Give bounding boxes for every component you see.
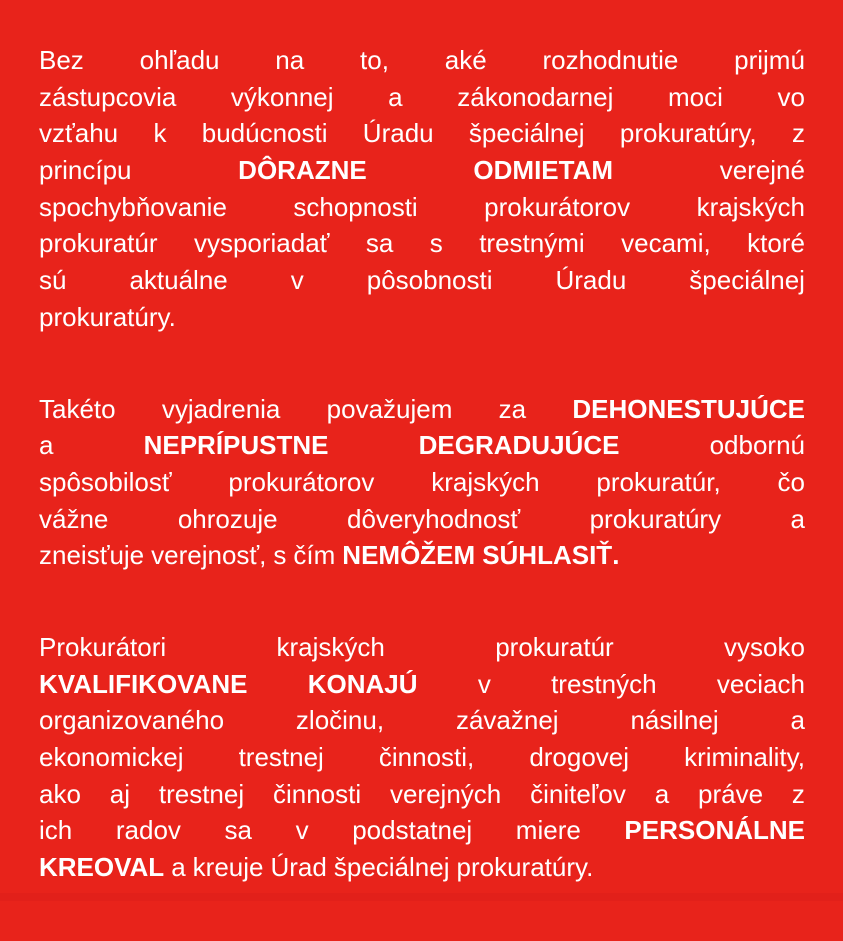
word: v <box>295 815 309 846</box>
text-line <box>39 427 805 464</box>
word: z <box>791 778 805 809</box>
word: trestnej <box>158 778 245 809</box>
word: aké <box>444 45 487 75</box>
word: verejnosť, <box>151 540 267 571</box>
emphasized-word: DEHONESTUJÚCE <box>572 393 805 424</box>
word: kriminality, <box>684 742 805 772</box>
word: vysoko <box>724 631 805 662</box>
word: špeciálnej <box>468 118 585 149</box>
word: zástupcovia <box>39 81 177 112</box>
word: pôsobnosti <box>366 265 493 296</box>
word: prokuratúry <box>589 503 722 534</box>
word: závažnej <box>455 705 559 736</box>
word: prokuratúry. <box>456 852 594 883</box>
text-line <box>39 152 805 189</box>
word: vzťahu <box>39 118 119 149</box>
word: a <box>39 430 54 461</box>
word: v <box>477 668 491 699</box>
statement-paragraph <box>39 42 805 336</box>
statement-paragraph <box>39 629 805 886</box>
word: sa <box>224 815 252 846</box>
word: krajských <box>696 191 805 222</box>
word: Úrad <box>270 852 327 883</box>
word: práve <box>698 778 764 809</box>
text-line <box>39 464 805 501</box>
word: z <box>791 118 805 149</box>
statement-body <box>39 42 805 941</box>
word: krajských <box>431 466 540 497</box>
word: sa <box>365 228 394 259</box>
word: vo <box>777 81 805 112</box>
word: kreuje <box>192 852 264 883</box>
word: veciach <box>716 668 805 699</box>
text-line <box>39 225 805 262</box>
word: zákonodarnej <box>457 81 614 112</box>
emphasized-word: NEPRÍPUSTNE <box>143 430 329 461</box>
word: činnosti <box>272 778 362 809</box>
text-line <box>39 776 805 813</box>
text-line <box>39 262 805 299</box>
word: vecami, <box>621 228 711 259</box>
word: čo <box>777 466 805 497</box>
text-line <box>39 702 805 739</box>
emphasized-word: ODMIETAM <box>473 155 614 186</box>
word: prokuratúry. <box>39 301 176 332</box>
word: prokurátorov <box>228 466 375 497</box>
word: násilnej <box>630 705 719 736</box>
text-line <box>39 849 805 886</box>
word: podstatnej <box>352 815 473 846</box>
text-line <box>39 629 805 666</box>
word: špeciálnej <box>689 265 805 296</box>
word: Prokurátori <box>39 631 167 662</box>
word: trestných <box>551 668 657 699</box>
word: budúcnosti <box>201 118 328 149</box>
word: ohrozuje <box>177 503 278 534</box>
word: zneisťuje <box>39 540 145 571</box>
text-line <box>39 189 805 226</box>
bottom-edge <box>0 893 843 901</box>
emphasized-word: DÔRAZNE <box>238 155 367 186</box>
word: trestnej <box>238 742 324 772</box>
word: schopnosti <box>293 191 418 222</box>
word: v <box>290 265 304 296</box>
emphasized-word: DEGRADUJÚCE <box>418 430 620 461</box>
word: odbornú <box>709 430 805 461</box>
word: trestnými <box>479 228 585 259</box>
word: a <box>790 503 805 534</box>
word: drogovej <box>529 742 630 772</box>
word: s <box>429 228 443 259</box>
emphasized-word: KONAJÚ <box>307 668 418 699</box>
text-line <box>39 666 805 703</box>
text-line <box>39 739 805 776</box>
word: za <box>498 393 527 424</box>
word: prokuratúr <box>495 631 614 662</box>
word: spôsobilosť <box>39 466 172 497</box>
word: prokuratúr, <box>596 466 721 497</box>
word: ekonomickej <box>39 742 184 772</box>
word: spochybňovanie <box>39 191 227 222</box>
text-line <box>39 79 805 116</box>
word: a <box>654 778 670 809</box>
text-line <box>39 299 805 336</box>
word: k <box>153 118 167 149</box>
word: ktoré <box>747 228 805 259</box>
statement-paragraph <box>39 391 805 574</box>
text-line <box>39 812 805 849</box>
word: s <box>273 540 287 571</box>
word: ich <box>39 815 73 846</box>
word: organizovaného <box>39 705 225 736</box>
word: považujem <box>326 393 453 424</box>
word: špeciálnej <box>333 852 450 883</box>
word: vysporiadať <box>193 228 330 259</box>
word: prijmú <box>734 45 805 75</box>
word: čím <box>293 540 336 571</box>
word: a <box>388 81 403 112</box>
text-line <box>39 501 805 538</box>
word: vážne <box>39 503 109 534</box>
text-line <box>39 115 805 152</box>
emphasized-word: SÚHLASIŤ. <box>482 540 620 571</box>
word: to, <box>360 45 389 75</box>
word: a <box>790 705 805 736</box>
word: Bez <box>39 45 84 75</box>
word: Takéto <box>39 393 116 424</box>
word: krajských <box>276 631 385 662</box>
word: verejné <box>719 155 805 186</box>
word: aktuálne <box>129 265 228 296</box>
word: prokuratúr <box>39 228 158 259</box>
word: sú <box>39 265 67 296</box>
emphasized-word: NEMÔŽEM <box>342 540 476 571</box>
word: výkonnej <box>230 81 334 112</box>
word: Úradu <box>362 118 434 149</box>
word: ako <box>39 778 81 809</box>
word: činnosti, <box>378 742 475 772</box>
word: prokuratúry, <box>619 118 757 149</box>
word: moci <box>667 81 723 112</box>
word: činiteľov <box>530 778 626 809</box>
word: prokurátorov <box>484 191 631 222</box>
word: vyjadrenia <box>161 393 281 424</box>
text-line <box>39 537 805 574</box>
emphasized-word: KVALIFIKOVANE <box>39 668 248 699</box>
word: Úradu <box>555 265 627 296</box>
word: miere <box>515 815 581 846</box>
word: princípu <box>39 155 132 186</box>
text-line <box>39 42 805 79</box>
word: rozhodnutie <box>542 45 679 75</box>
word: ohľadu <box>139 45 220 75</box>
text-line <box>39 391 805 428</box>
word: na <box>275 45 305 75</box>
word: zločinu, <box>295 705 385 736</box>
emphasized-word: PERSONÁLNE <box>624 815 805 846</box>
word: aj <box>109 778 131 809</box>
word: verejných <box>389 778 502 809</box>
word: a <box>171 852 186 883</box>
emphasized-word: KREOVAL <box>39 852 165 883</box>
word: radov <box>115 815 181 846</box>
word: dôveryhodnosť <box>347 503 521 534</box>
